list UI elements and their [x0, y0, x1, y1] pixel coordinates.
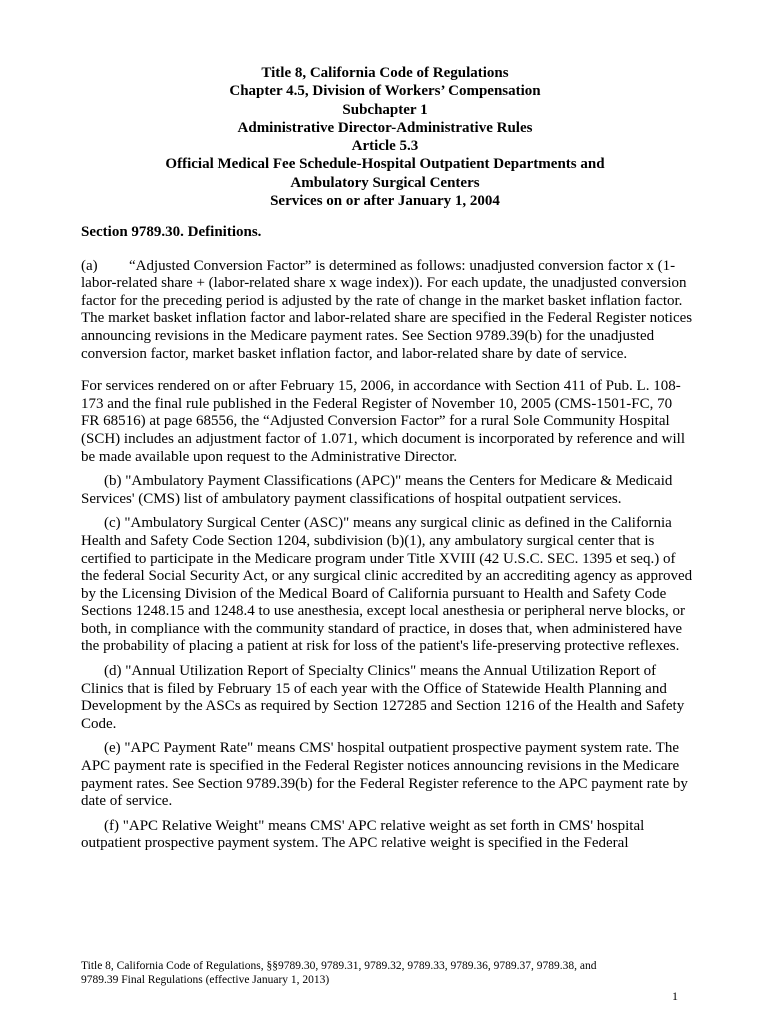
page-number: 1 — [672, 989, 678, 1003]
header-title: Title 8, California Code of Regulations — [261, 65, 509, 81]
paragraph-services: For services rendered on or after February 15, 2006, in accordance with Section 411 of Pub. L. 108-173 and the final rule published in the Federal Register of November 10, 2005 (CMS-1501-FC, 70 FR 68516) at page 68556, the “Adjusted Conversion Factor” for a rural Sole Community Hospital (SCH) includes an adjustment factor of 1.071, which document is incorporated by reference and will be made available upon request to the Administrative Director. — [81, 378, 685, 465]
paragraph-a-text: “Adjusted Conversion Factor” is determined as follows: unadjusted conversion factor x (1-labor-related share + (labor-related share x wage index)). For each update, the unadjusted conversion factor for the preceding period is adjusted by the rate of change in the market basket inflation factor. The market basket inflation factor and labor-related share are specified in the Federal Register notices announcing revisions in the Medicare payment rates. See Section 9789.39(b) for the unadjusted conversion factor, market basket inflation factor, and labor-related share by date of service. — [81, 257, 693, 362]
section-title: Section 9789.30. Definitions. — [81, 224, 262, 240]
header-chapter: Chapter 4.5, Division of Workers’ Compensation — [229, 83, 541, 100]
document-header — [80, 64, 690, 210]
header-services-date: Services on or after January 1, 2004 — [270, 193, 500, 210]
page-footer — [81, 959, 681, 987]
header-subchapter: Subchapter 1 — [342, 101, 428, 118]
paragraph-f: (f) "APC Relative Weight" means CMS' APC relative weight as set forth in CMS' hospital outpatient prospective payment system. The APC relative weight is specified in the Federal — [81, 817, 645, 852]
paragraph-c: (c) "Ambulatory Surgical Center (ASC)" means any surgical clinic as defined in the California Health and Safety Code Section 1204, subdivision (b)(1), any ambulatory surgical center that is certified to participate in the Medicare program under Title XVIII (42 U.S.C. SEC. 1395 et seq.) of the federal Social Security Act, or any surgical clinic accredited by an accrediting agency as approved by the Licensing Division of the Medical Board of California pursuant to Health and Safety Code Sections 1248.15 and 1248.4 to use anesthesia, except local anesthesia or peripheral nerve blocks, or both, in compliance with the community standard of practice, in doses that, when administered have the probability of placing a patient at risk for loss of the patient's life-preserving protective reflexes. — [81, 515, 693, 655]
paragraph-e: (e) "APC Payment Rate" means CMS' hospital outpatient prospective payment system rate. The APC payment rate is specified in the Federal Register notices announcing revisions in the Medicare payment rates. See Section 9789.39(b) for the Federal Register reference to the APC payment rate by date of service. — [81, 740, 688, 810]
paragraph-a — [81, 258, 693, 364]
paragraph-a-label: (a) — [81, 257, 98, 274]
footer-line-1: Title 8, California Code of Regulations, §§9789.30, 9789.31, 9789.32, 9789.33, 9789.36, 9789.37, 9789.38, and — [81, 960, 597, 972]
header-fee-schedule: Official Medical Fee Schedule-Hospital Outpatient Departments and — [165, 156, 605, 173]
header-rules: Administrative Director-Administrative Rules — [237, 119, 533, 136]
header-article: Article 5.3 — [351, 138, 419, 155]
document-body — [81, 224, 693, 860]
header-centers: Ambulatory Surgical Centers — [290, 174, 480, 191]
paragraph-b: (b) "Ambulatory Payment Classifications (APC)" means the Centers for Medicare & Medicaid Services' (CMS) list of ambulatory payment classifications of hospital outpatient services. — [81, 473, 673, 507]
footer-line-2: 9789.39 Final Regulations (effective January 1, 2013) — [81, 974, 330, 986]
paragraph-d: (d) "Annual Utilization Report of Specialty Clinics" means the Annual Utilization Report of Clinics that is filed by February 15 of each year with the Office of Statewide Health Planning and Development by the ASCs as required by Section 127285 and Section 1216 of the Health and Safety Code. — [81, 663, 685, 732]
